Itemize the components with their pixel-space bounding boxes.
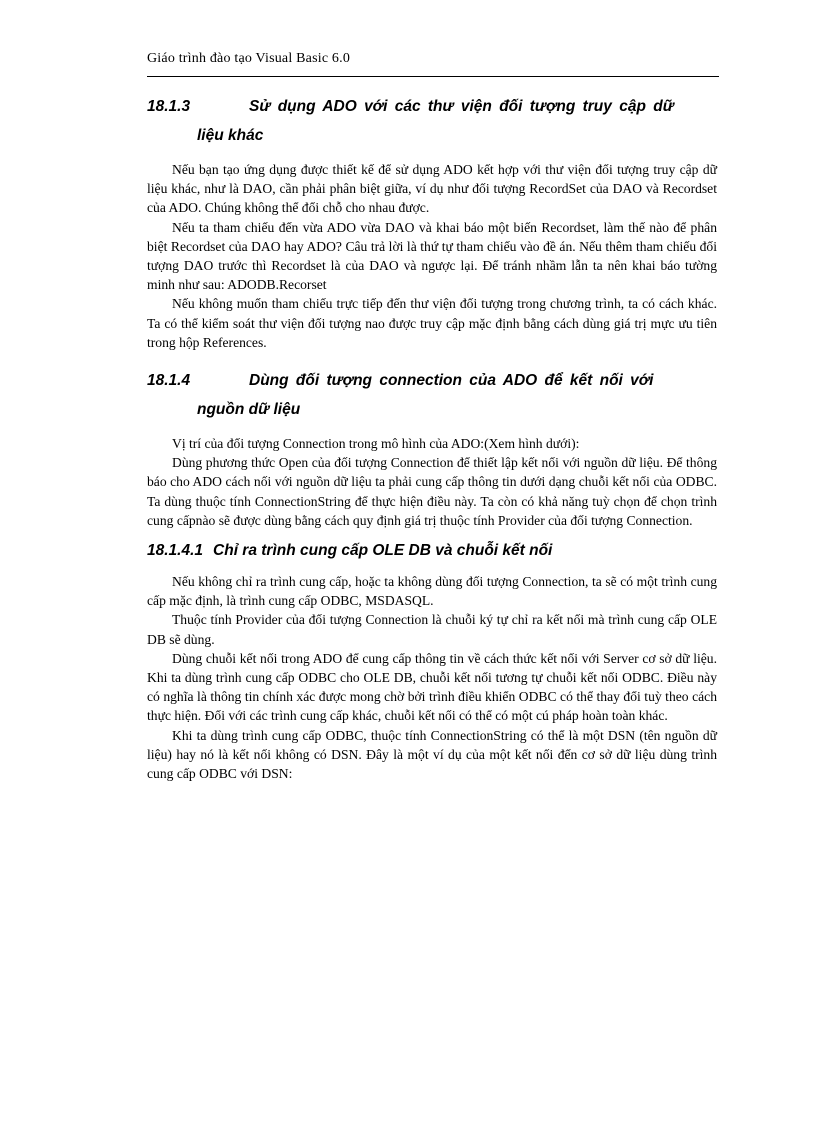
section-title-line-2: liệu khác: [197, 127, 264, 144]
subsection-heading-18-1-4-1: [147, 540, 717, 562]
section-body-18-1-4-1: [147, 572, 717, 783]
paragraph: Nếu không muốn tham chiếu trực tiếp đến thư viện đối tượng trong chương trình, ta có cách khác. Ta có thể kiểm soát thư viện đối tượng nao được truy cập mặc định bằng cách dùng giá trị mực ưu tiên trong hộp References.: [147, 296, 717, 350]
document-body: [147, 90, 717, 783]
paragraph: Vị trí của đối tượng Connection trong mô hình của ADO:(Xem hình dưới):: [172, 436, 580, 452]
section-number: 18.1.3: [147, 98, 191, 115]
section-body-18-1-3: [147, 160, 717, 352]
section-title-line-2: nguồn dữ liệu: [197, 401, 301, 419]
section-title-line-1: Sử dụng ADO với các thư viện đối tượng truy cập dữ: [249, 98, 674, 115]
paragraph: Khi ta dùng trình cung cấp ODBC, thuộc tính ConnectionString có thể là một DSN (tên nguồn dữ liệu) hay nó là kết nối không có DSN. Đây là một ví dụ của một kết nối đến cơ sở dữ liệu dùng trình cung cấp ODBC với DSN:: [147, 727, 717, 782]
page-header: Giáo trình đào tạo Visual Basic 6.0: [147, 51, 351, 66]
subsection-number: 18.1.4.1: [147, 542, 204, 560]
paragraph: Nếu không chỉ ra trình cung cấp, hoặc ta không dùng đối tượng Connection, ta sẽ có một trình cung cấp mặc định, là trình cung cấp ODBC, MSDASQL.: [147, 574, 717, 609]
paragraph: Dùng chuỗi kết nối trong ADO để cung cấp thông tin về cách thức kết nối với Server cơ sở dữ liệu. Khi ta dùng trình cung cấp ODBC cho OLE DB, chuỗi kết nối tương tự chuỗi kết nối ODBC. Điều này có nghĩa là thông tin chính xác được mong chờ bởi trình điều khiển ODBC có thể thay đổi tuỳ theo cách thực hiện. Đối với các trình cung cấp khác, chuỗi kết nối có thể có một cú pháp hoàn toàn khác.: [147, 650, 717, 724]
section-number: 18.1.4: [147, 372, 191, 390]
paragraph: Nếu ta tham chiếu đến vừa ADO vừa DAO và khai báo một biến Recordset, làm thế nào để phân biệt Recordset của DAO hay ADO? Câu trả lời là thứ tự tham chiếu vào đề án. Nếu thêm tham chiếu đối tượng DAO trước thì Recordset là của DAO và ngược lại. Để tránh nhầm lẫn ta nên khai báo tường minh như sau: ADODB.Recorset: [147, 219, 717, 293]
header-divider: [147, 76, 719, 77]
section-heading-18-1-4: [147, 366, 717, 424]
paragraph: Nếu bạn tạo ứng dụng được thiết kế để sử dụng ADO kết hợp với thư viện đối tượng truy cập dữ liệu khác, như là DAO, cần phải phân biệt giữa, ví dụ như đối tượng RecordSet của DAO và Recordset của ADO. Chúng không thể đổi chỗ cho nhau được.: [147, 162, 717, 216]
subsection-title: Chỉ ra trình cung cấp OLE DB và chuỗi kết nối: [213, 542, 553, 560]
paragraph: Dùng phương thức Open của đối tượng Connection để thiết lập kết nối với nguồn dữ liệu. Để thông báo cho ADO cách nối với nguồn dữ liệu ta phải cung cấp thông tin dưới dạng chuỗi kết nối của ODBC. Ta dùng thuộc tính ConnectionString để thực hiện điều này. Ta còn có khả năng tuỳ chọn để chọn trình cung cấpnào sẽ được dùng bằng cách quy định giá trị thuộc tính Provider của đối tượng Connection.: [147, 455, 717, 528]
section-heading-18-1-3: [147, 92, 717, 150]
paragraph: Thuộc tính Provider của đối tượng Connection là chuỗi ký tự chỉ ra kết nối mà trình cung cấp OLE DB sẽ dùng.: [147, 612, 717, 647]
section-body-18-1-4: [147, 434, 717, 530]
section-title-line-1: Dùng đối tượng connection của ADO để kết nối với: [249, 372, 654, 390]
